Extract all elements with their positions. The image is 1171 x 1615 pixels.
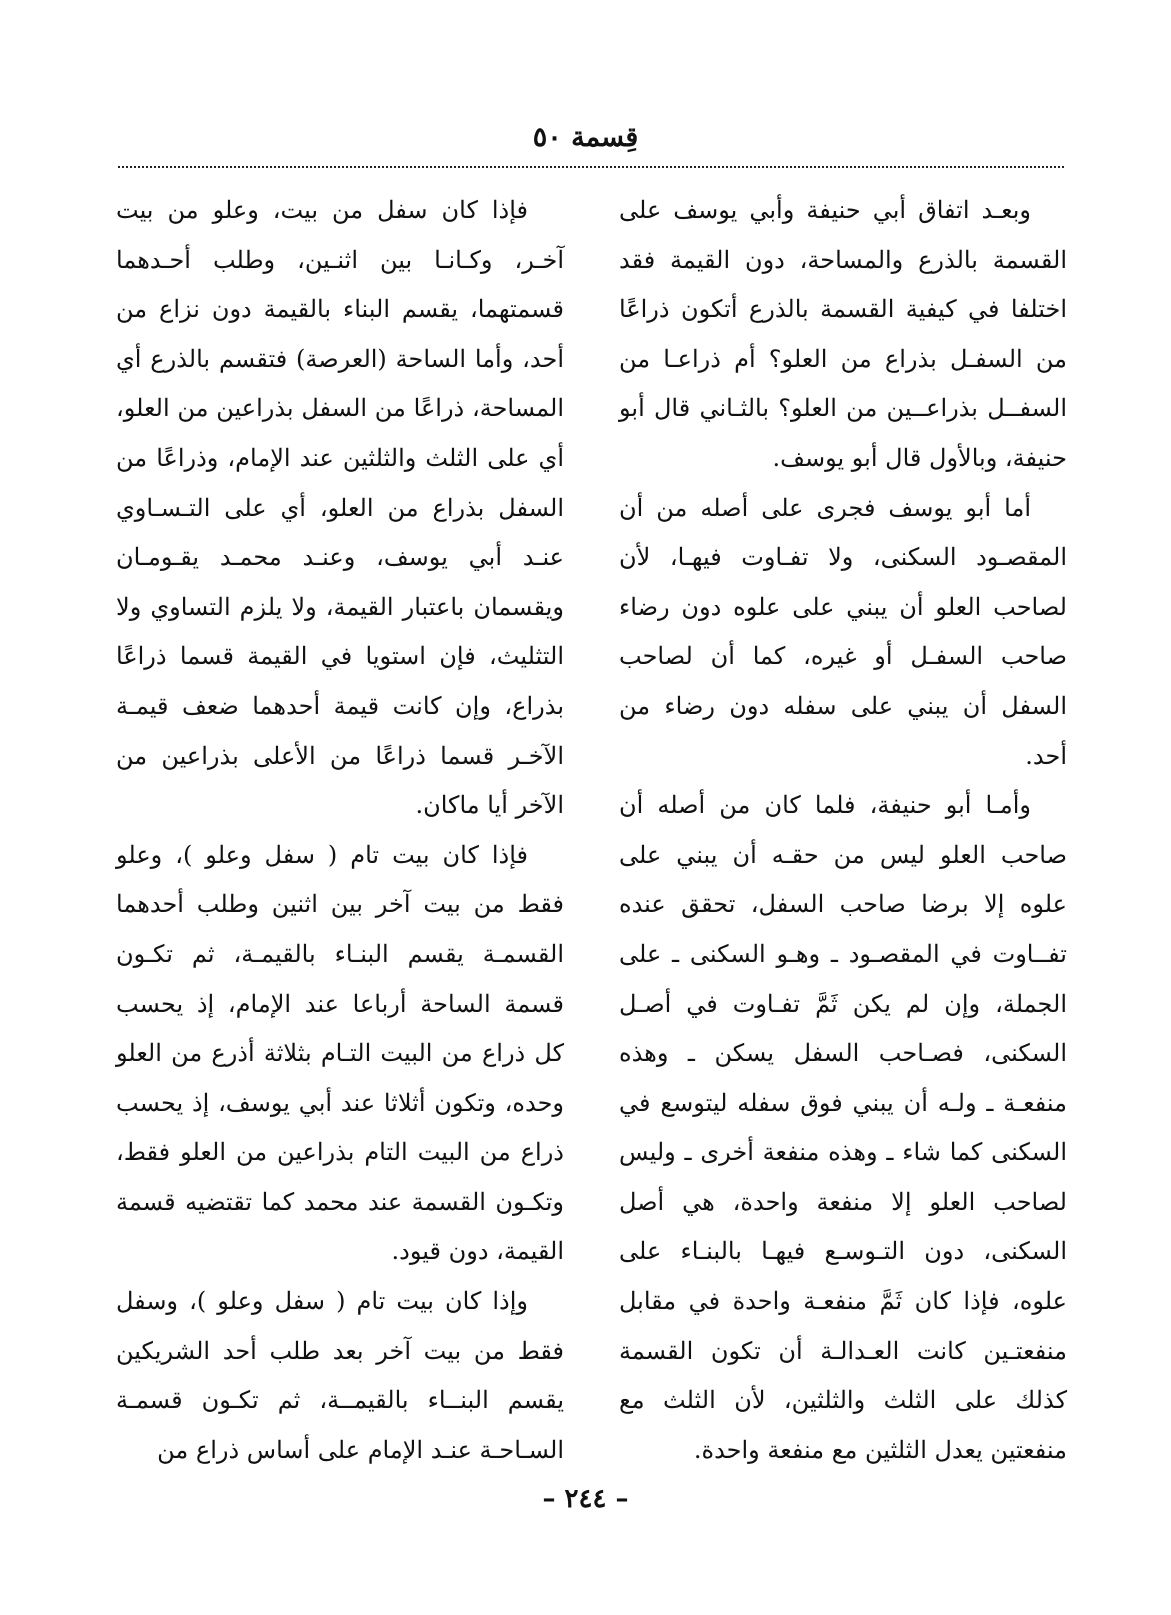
page-number: – ٢٤٤ – bbox=[542, 1484, 629, 1514]
left-column bbox=[116, 186, 564, 1475]
right-column bbox=[619, 186, 1067, 1475]
paragraph: وإذا كان بيت تام ( سفل وعلو )، وسفل فقط من بيت آخر بعد طلب أحد الشريكين يقسم البنــاء بالقيمــة، ثم تكـون قسمـة السـاحـة عنـد الإمام على أساس ذراع من bbox=[116, 1287, 564, 1464]
paragraph: وأمـا أبو حنيفة، فلما كان من أصله أن صاحب العلو ليس من حقـه أن يبني على علوه إلا برضا صاحب السفل، تحقق عنده تفــاوت في المقصـود ـ وهـو السكنى ـ على الجملة، وإن لم يكن ثَمَّ تفـاوت في أصـل السكنى، فصـاحب السفل يسكن ـ وهذه منفعـة ـ ولـه أن يبني فوق سفله ليتوسع في السكنى كما شاء ـ وهذه منفعة أخرى ـ وليس لصاحب العلو إلا منفعة واحدة، هي أصل السكنى، دون التـوسـع فيهـا بالبنـاء على علوه، فإذا كان ثَمَّ منفعـة واحدة في مقابل منفعتـين كانت العـدالـة أن تكون القسمة كذلك على الثلث والثلثين، لأن الثلث مع منفعتين يعدل الثلثين مع منفعة واحدة. bbox=[619, 791, 1067, 1464]
page-header-title: قِسمة ٥٠ bbox=[532, 122, 639, 153]
paragraph: فإذا كان بيت تام ( سفل وعلو )، وعلو فقط من بيت آخر بين اثنين وطلب أحدهما القسمـة يقسم البنـاء بالقيمـة، ثم تكـون قسمة الساحة أرباعا عند الإمام، إذ يحسب كل ذراع من البيت التـام بثلاثة أذرع من العلو وحده، وتكون أثلاثا عند أبي يوسف، إذ يحسب ذراع من البيت التام بذراعين من العلو فقط، وتكـون القسمة عند محمد كما تقتضيه قسمة القيمة، دون قيود. bbox=[116, 840, 564, 1266]
paragraph: وبعـد اتفاق أبي حنيفة وأبي يوسف على القسمة بالذرع والمساحة، دون القيمة فقد اختلفا في كيفية القسمة بالذرع أتكون ذراعًا من السفـل بذراع من العلو؟ أم ذراعـا من السفــل بذراعــين من العلو؟ بالثـاني قال أبو حنيفة، وبالأول قال أبو يوسف. bbox=[619, 196, 1067, 472]
paragraph: أما أبو يوسف فجرى على أصله من أن المقصـود السكنى، ولا تفـاوت فيهـا، لأن لصاحب العلو أن يبني على علوه دون رضاء صاحب السفـل أو غيره، كما أن لصاحب السفل أن يبني على سفله دون رضاء من أحد. bbox=[619, 493, 1067, 770]
header-divider bbox=[118, 166, 1064, 168]
paragraph: فإذا كان سفل من بيت، وعلو من بيت آخـر، وكـانـا بين اثنـين، وطلب أحـدهما قسمتهما، يقسم البناء بالقيمة دون نزاع من أحد، وأما الساحة (العرصة) فتقسم بالذرع أي المساحة، ذراعًا من السفل بذراعين من العلو، أي على الثلث والثلثين عند الإمام، وذراعًا من السفل بذراع من العلو، أي على التـسـاوي عنـد أبي يوسف، وعنـد محمـد يقـومـان ويقسمان باعتبار القيمة، ولا يلزم التساوي ولا التثليث، فإن استويا في القيمة قسما ذراعًا بذراع، وإن كانت قيمة أحدهما ضعف قيمـة الآخـر قسما ذراعًا من الأعلى بذراعين من الآخر أيا ماكان. bbox=[116, 196, 564, 820]
